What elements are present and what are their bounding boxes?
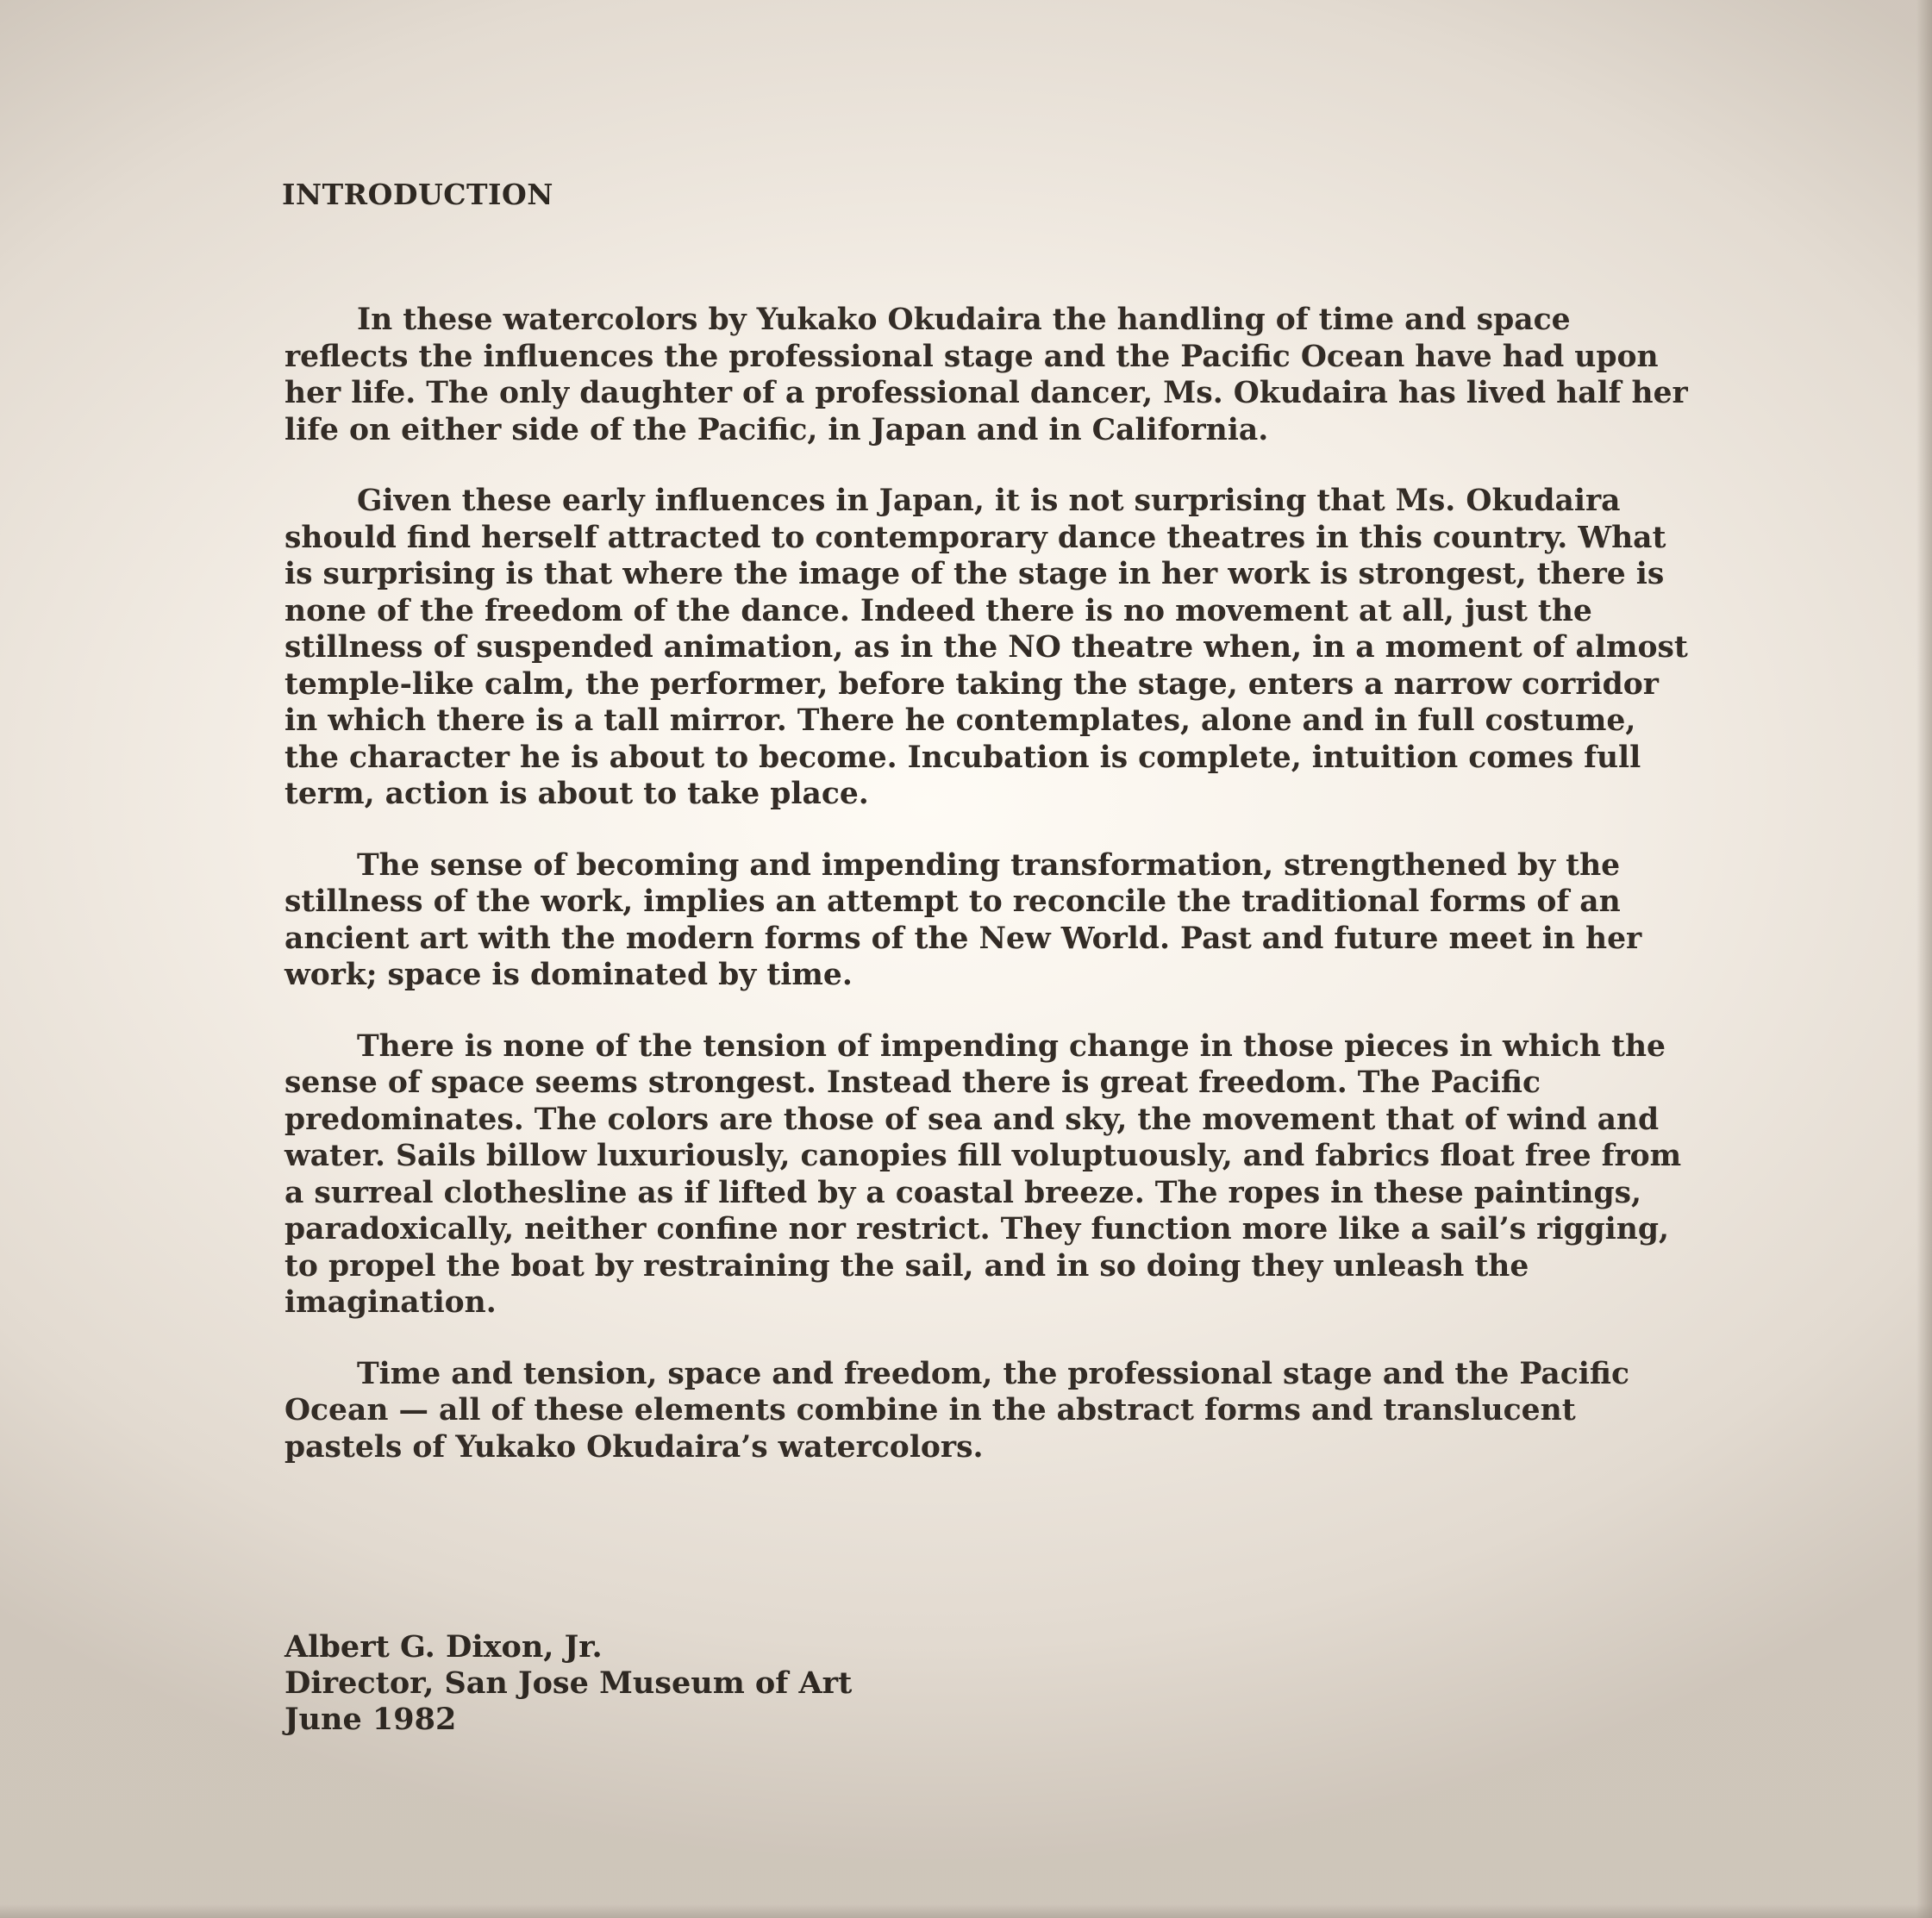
introduction-body [284, 302, 1698, 1500]
paragraph-2: Given these early influences in Japan, it is not surprising that Ms. Okudaira should find herself attracted to contemporary dance theatres in this country. What is surprising is that where the image of the stage in her work is strongest, there is none of the freedom of the dance. Indeed there is no movement at all, just the stillness of suspended animation, as in the NO theatre when, in a moment of almost temple-like calm, the performer, before taking the stage, enters a narrow corridor in which there is a tall mirror. There he contemplates, alone and in full costume, the character he is about to become. Incubation is complete, intuition comes full term, action is about to take place. [284, 484, 1688, 811]
paragraph-3: The sense of becoming and impending transformation, strengthened by the stillness of the work, implies an attempt to reconcile the traditional forms of an ancient art with the modern forms of the New World. Past and future meet in her work; space is dominated by time. [284, 847, 1642, 992]
paragraph-5: Time and tension, space and freedom, the professional stage and the Pacific Ocean — all of these elements combine in the abstract forms and translucent pastels of Yukako Okudaira’s watercolors. [284, 1356, 1629, 1465]
author-name: Albert G. Dixon, Jr. [284, 1629, 603, 1665]
page-edge-shadow-right [1916, 0, 1932, 1918]
signature-block [284, 1629, 852, 1738]
page-title: INTRODUCTION [282, 178, 553, 211]
page-edge-shadow-bottom [0, 1904, 1932, 1918]
signature-date: June 1982 [284, 1702, 457, 1737]
author-title: Director, San Jose Museum of Art [284, 1665, 853, 1701]
paragraph-1: In these watercolors by Yukako Okudaira the handling of time and space reflects the influences the professional stage and the Pacific Ocean have had upon her life. The only daughter of a professional dancer, Ms. Okudaira has lived half her life on either side of the Pacific, in Japan and in California. [284, 303, 1688, 447]
paragraph-4: There is none of the tension of impending change in those pieces in which the sense of space seems strongest. Instead there is great freedom. The Pacific predominates. The colors are those of sea and sky, the movement that of wind and water. Sails billow luxuriously, canopies fill voluptuously, and fabrics float free from a surreal clothesline as if lifted by a coastal breeze. The ropes in these paintings, paradoxically, neither confine nor restrict. They function more like a sail’s rigging, to propel the boat by restraining the sail, and in so doing they unleash the imagination. [284, 1028, 1682, 1320]
